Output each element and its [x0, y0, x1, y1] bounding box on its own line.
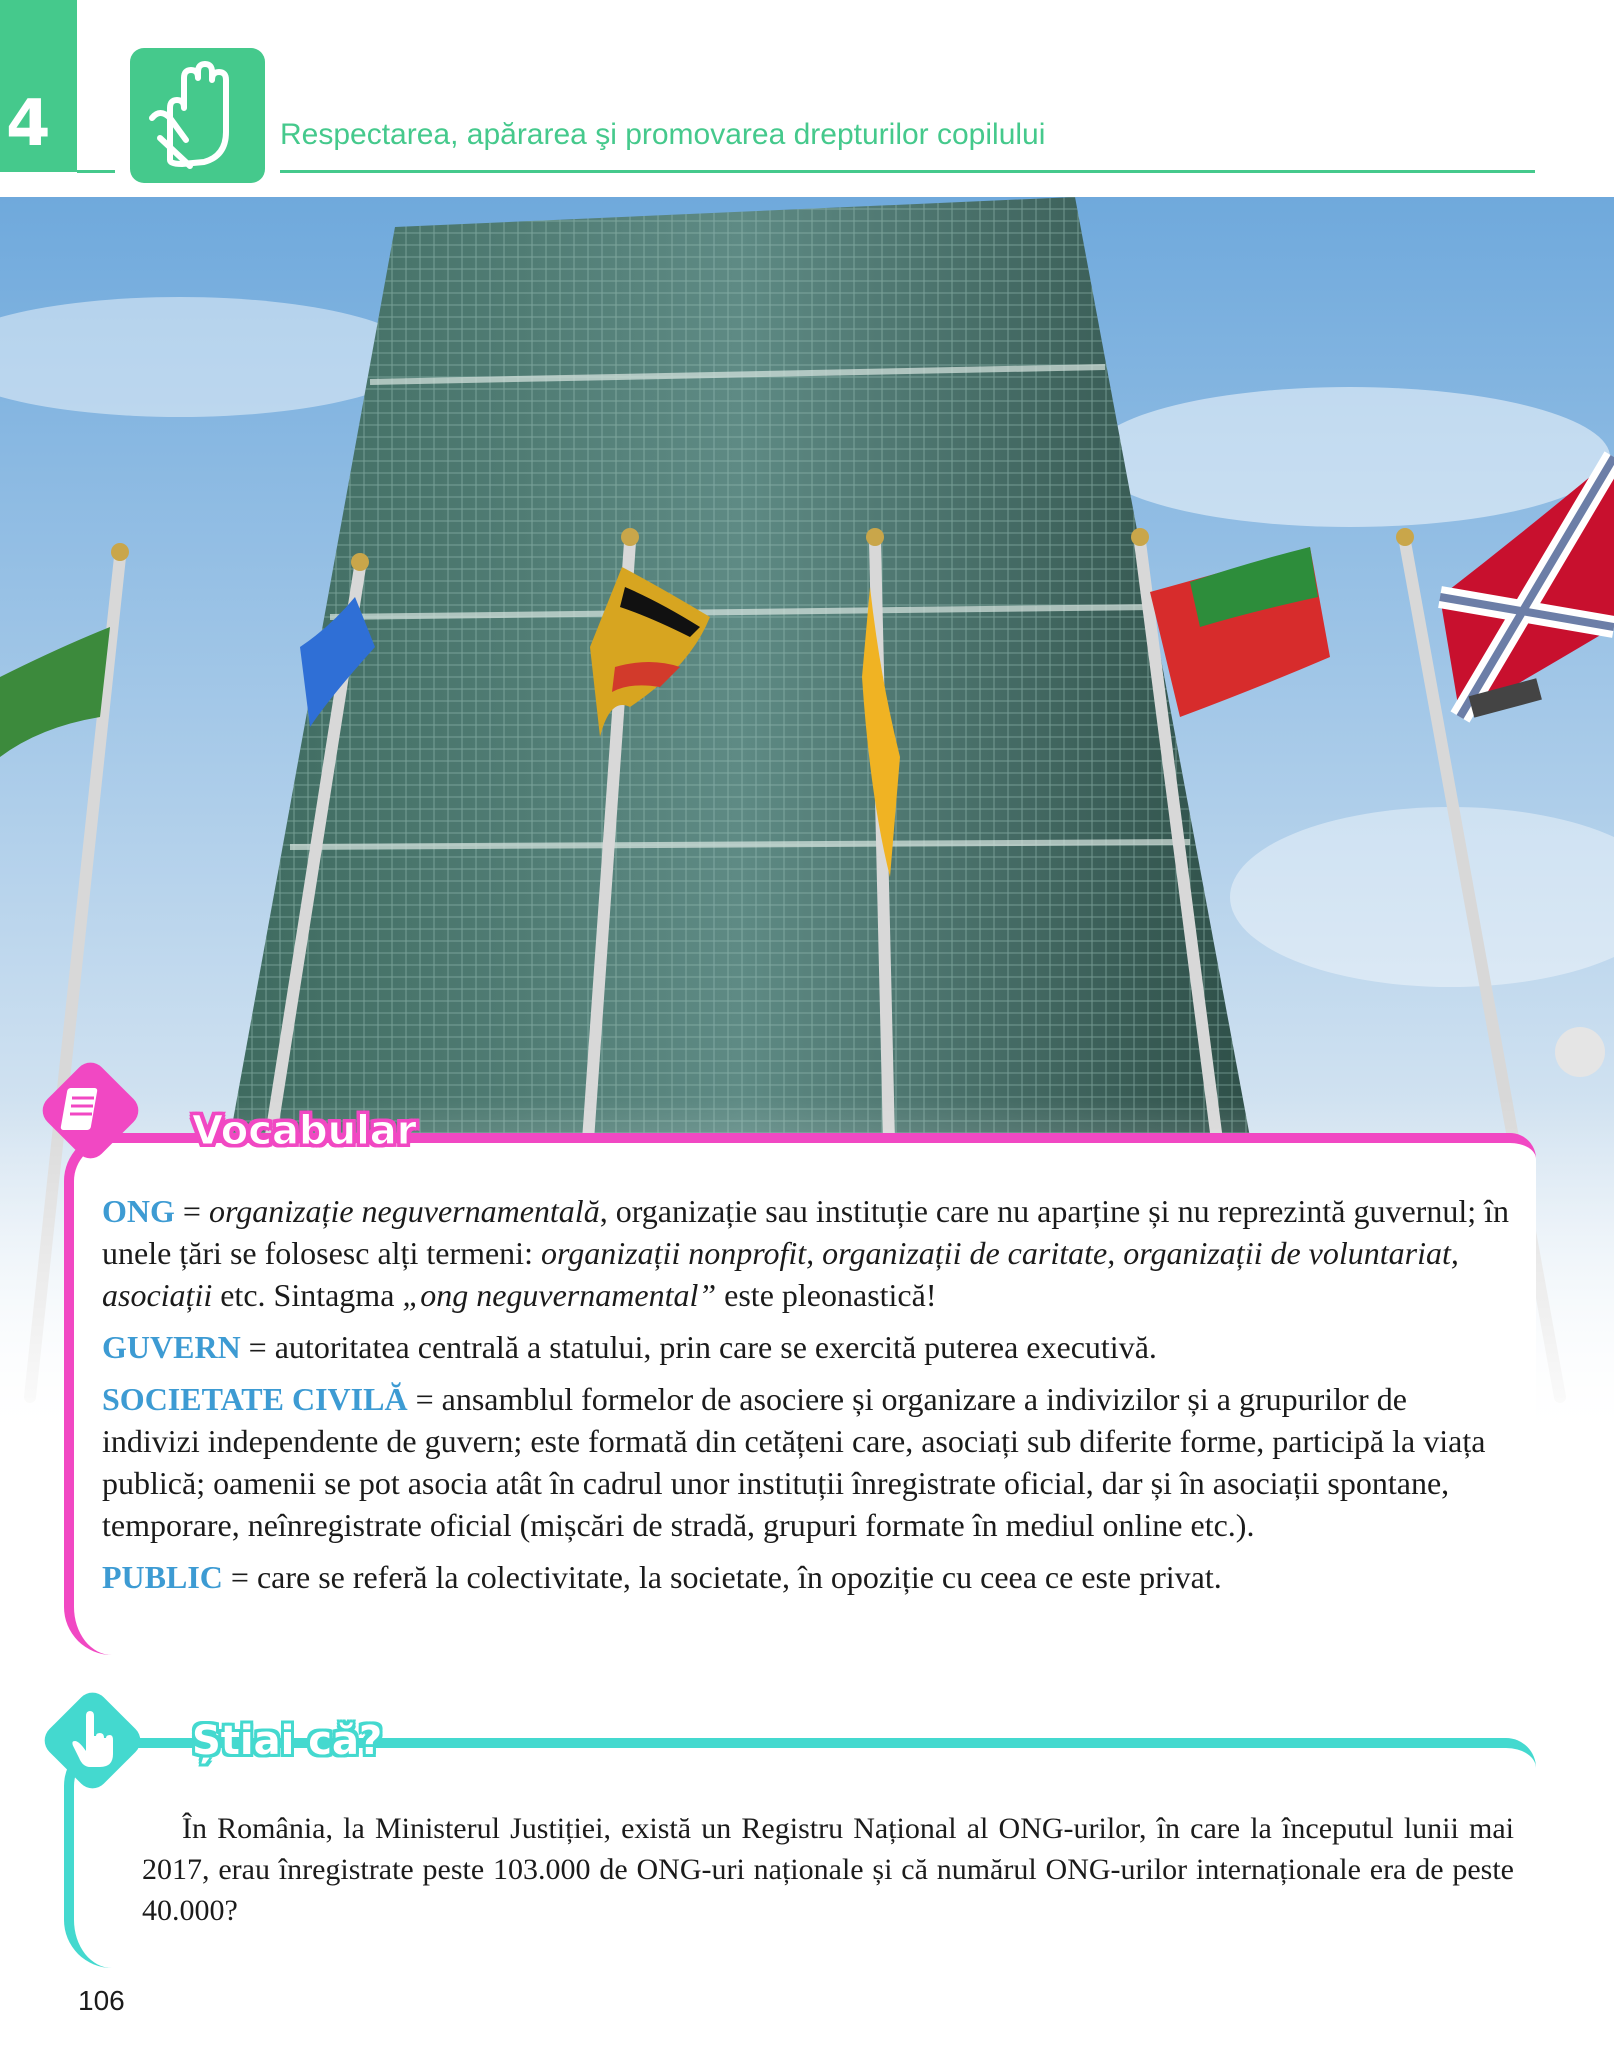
vocab-def-italic: „ong neguvernamental” — [402, 1277, 717, 1313]
stiai-text: În România, la Ministerul Justiției, există un Registru Național al ONG-urilor, în care la începutul lunii mai 2017, erau înregistrate peste 103.000 de ONG-uri naționale și că numărul ONG-urilor internaționale era de peste 40.000? — [142, 1812, 1514, 1927]
page-number: 106 — [78, 1985, 125, 2016]
hand-icon — [130, 48, 265, 183]
vocab-def-italic: organizație neguvernamentală — [208, 1193, 600, 1229]
vocab-def: care se referă la colectivitate, la societate, în opoziție cu ceea ce este privat. — [256, 1559, 1222, 1595]
vocab-term: SOCIETATE CIVILĂ — [102, 1381, 408, 1417]
pointing-hand-icon — [40, 1688, 145, 1793]
vocab-eq: = — [407, 1381, 442, 1417]
vocab-entry-public — [102, 1556, 1512, 1598]
vocab-eq: = — [222, 1559, 257, 1595]
chapter-tab — [0, 0, 77, 172]
book-icon — [38, 1058, 143, 1163]
vocab-def-italic: organizații nonprofit, organizații de caritate, organizații de voluntariat, asociații — [102, 1235, 1459, 1313]
vocab-entry-societate-civila — [102, 1378, 1512, 1546]
vocabular-content — [102, 1190, 1512, 1608]
stiai-title: Știai că? — [192, 1718, 383, 1764]
vocab-term: PUBLIC — [102, 1559, 223, 1595]
vocab-eq: = — [240, 1329, 275, 1365]
vocab-term: GUVERN — [102, 1329, 241, 1365]
vocab-def: , organizație sau instituție care nu aparține și nu reprezintă guvernul; în unele țări se folosesc alți termeni: — [102, 1193, 1509, 1271]
vocab-entry-ong — [102, 1190, 1512, 1316]
header-rule — [280, 170, 1535, 173]
vocab-term: ONG — [102, 1193, 175, 1229]
chapter-number: 4 — [6, 87, 51, 161]
vocab-entry-guvern — [102, 1326, 1512, 1368]
vocab-def: autoritatea centrală a statului, prin care se exercită puterea executivă. — [274, 1329, 1157, 1365]
vocab-def: ansamblul formelor de asociere și organizare a indivizilor și a grupurilor de indivizi independente de guvern; este formată din cetățeni care, asociați sub diferite forme, participă la viața publică; oamenii se pot asocia atât în cadrul unor instituții înregistrate oficial, dar și în asociații spontane, temporare, neînregistrate oficial (mișcări de stradă, grupuri formate în mediul online etc.). — [102, 1381, 1486, 1543]
vocab-eq: = — [174, 1193, 209, 1229]
vocabular-title: Vocabular — [192, 1108, 417, 1154]
vocab-def: etc. Sintagma — [212, 1277, 403, 1313]
vocab-def: este pleonastică! — [716, 1277, 937, 1313]
chapter-title: Respectarea, apărarea şi promovarea drepturilor copilului — [280, 118, 1046, 151]
tab-underline — [77, 170, 115, 173]
